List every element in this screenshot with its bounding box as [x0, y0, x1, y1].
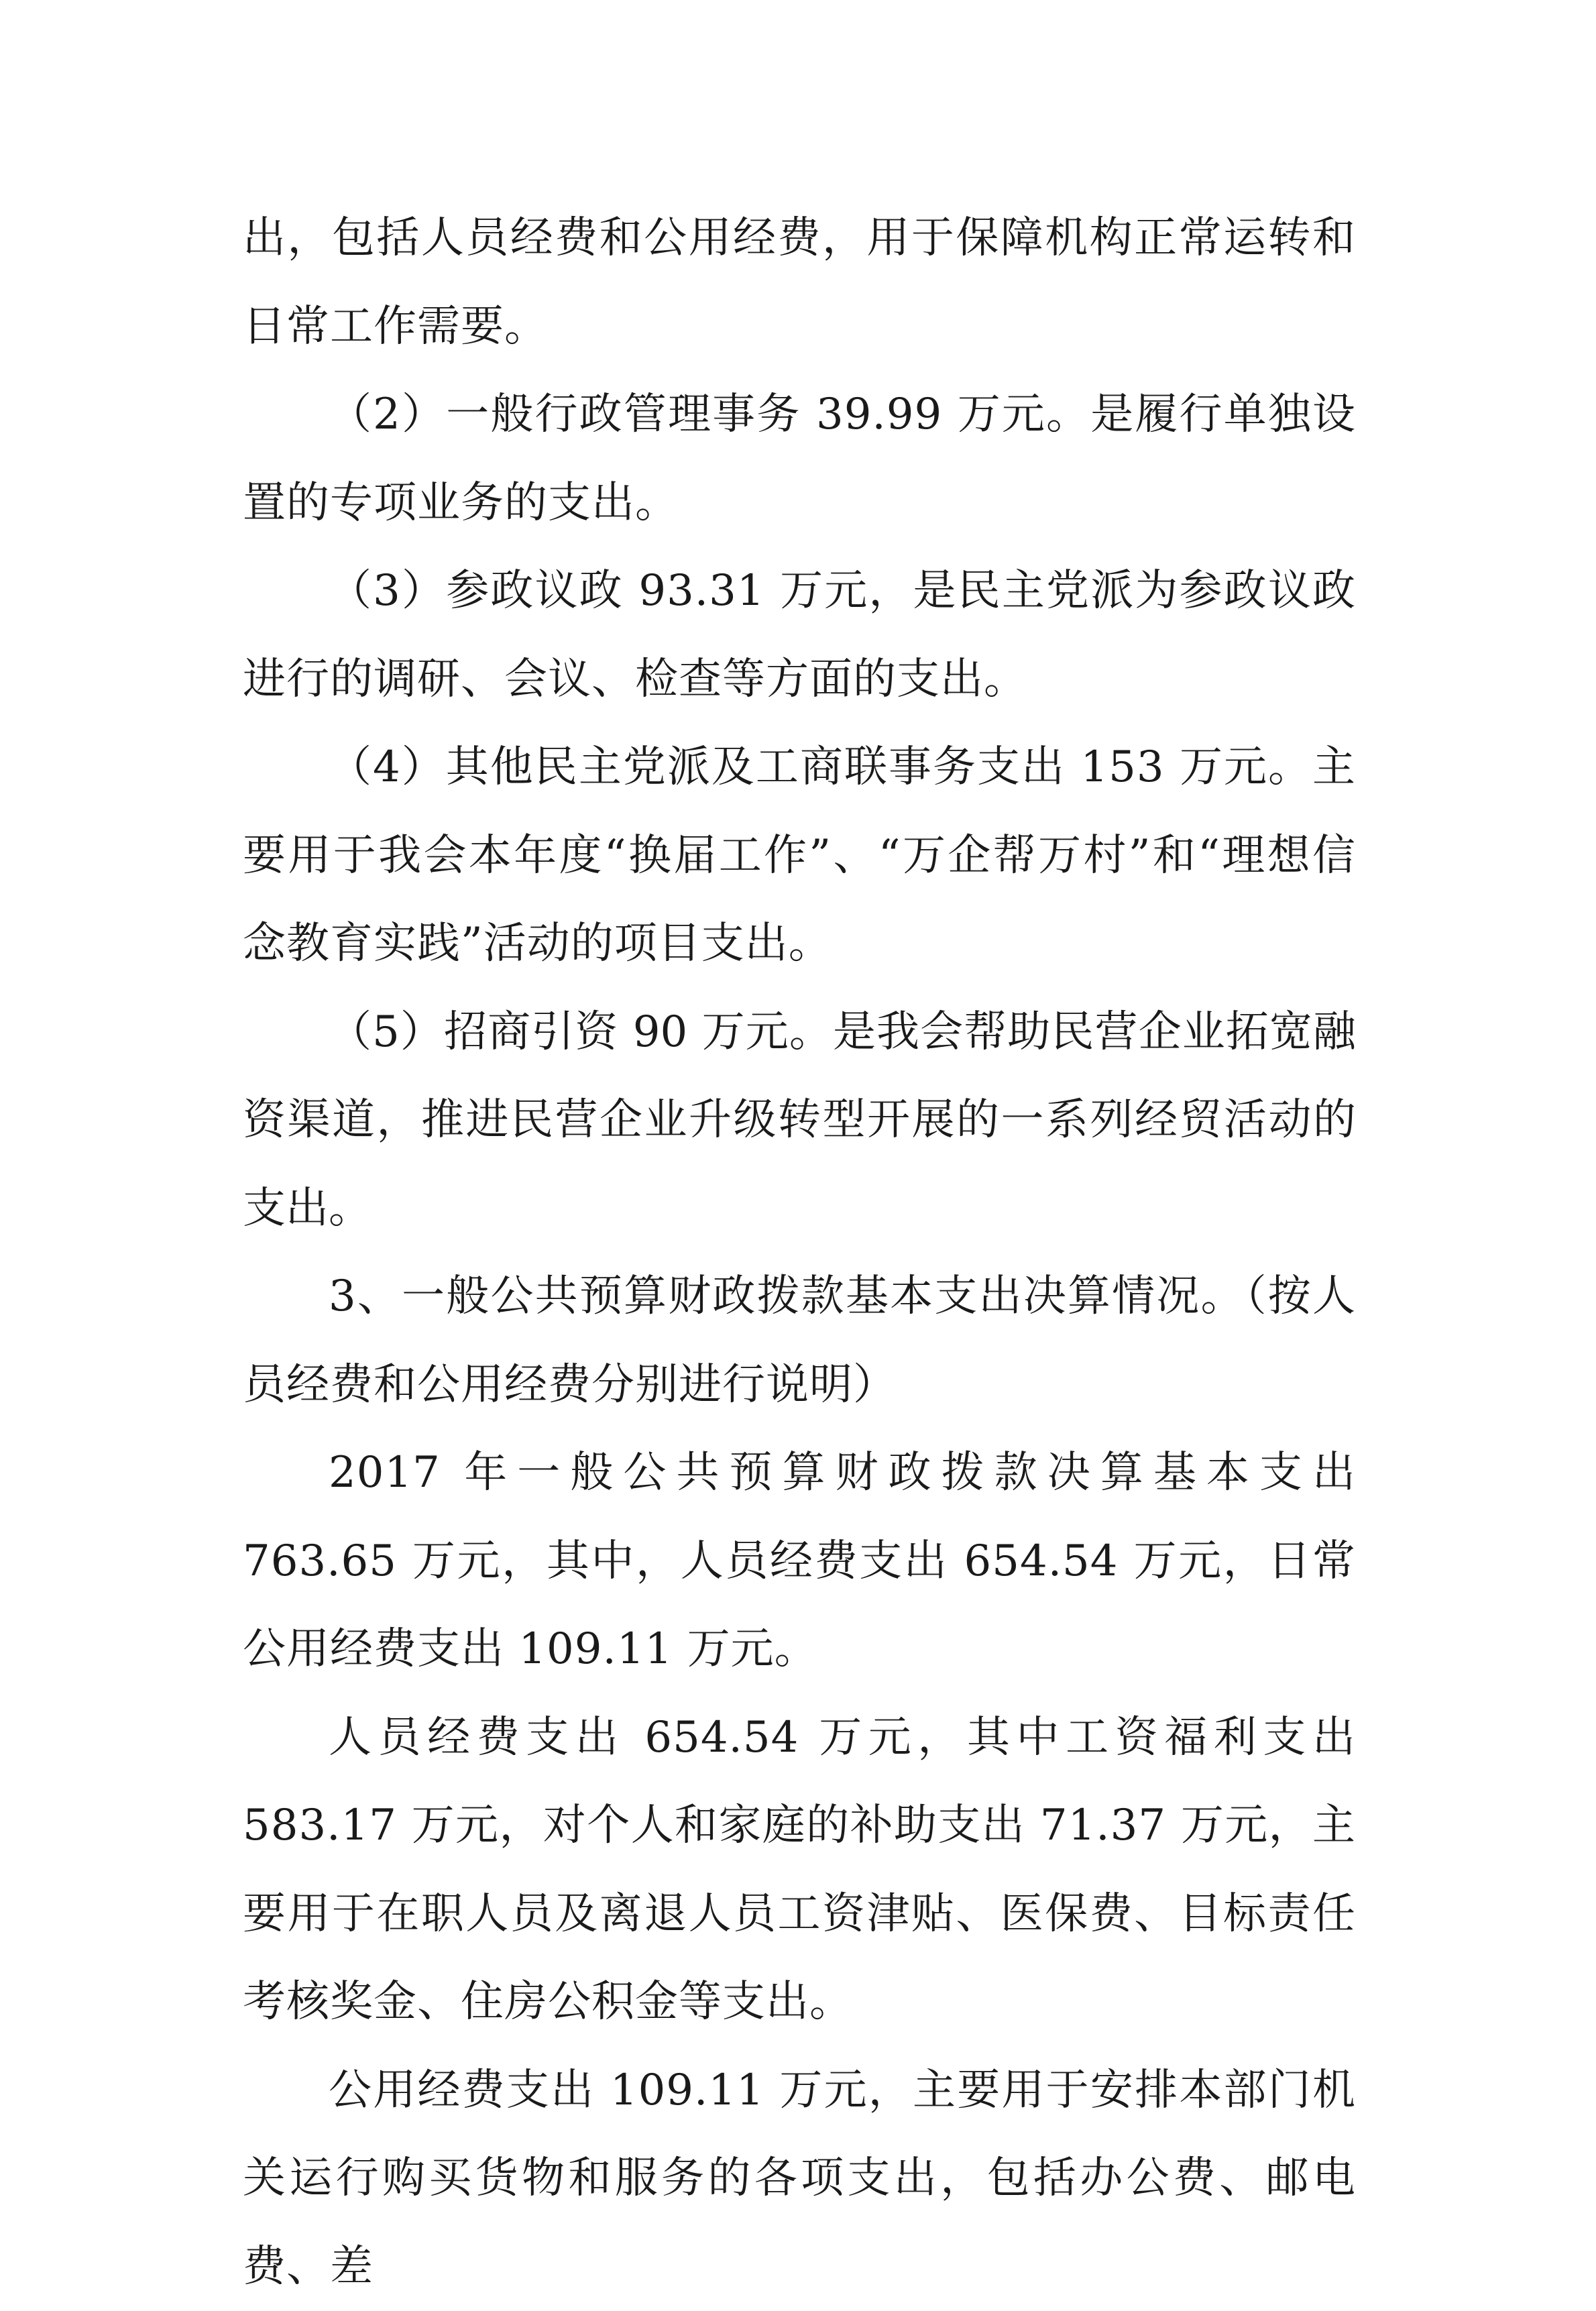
- paragraph-8: 人员经费支出 654.54 万元，其中工资福利支出 583.17 万元，对个人和家庭的补助支出 71.37 万元，主要用于在职人员及离退人员工资津贴、医保费、目标责任考核奖金、住房公积金等支出。: [243, 1694, 1356, 2047]
- document-body: [243, 194, 1356, 2311]
- paragraph-9: 公用经费支出 109.11 万元，主要用于安排本部门机关运行购买货物和服务的各项支出，包括办公费、邮电费、差: [243, 2047, 1356, 2311]
- paragraph-7: 2017 年一般公共预算财政拨款决算基本支出 763.65 万元，其中，人员经费支出 654.54 万元，日常公用经费支出 109.11 万元。: [243, 1429, 1356, 1694]
- paragraph-1: 出，包括人员经费和公用经费，用于保障机构正常运转和日常工作需要。: [243, 194, 1356, 371]
- paragraph-5: （5）招商引资 90 万元。是我会帮助民营企业拓宽融资渠道，推进民营企业升级转型开展的一系列经贸活动的支出。: [243, 989, 1356, 1253]
- paragraph-3: （3）参政议政 93.31 万元，是民主党派为参政议政进行的调研、会议、检查等方面的支出。: [243, 547, 1356, 724]
- paragraph-4: （4）其他民主党派及工商联事务支出 153 万元。主要用于我会本年度“换届工作”、“万企帮万村”和“理想信念教育实践”活动的项目支出。: [243, 724, 1356, 989]
- paragraph-6: 3、一般公共预算财政拨款基本支出决算情况。（按人员经费和公用经费分别进行说明）: [243, 1253, 1356, 1429]
- paragraph-2: （2）一般行政管理事务 39.99 万元。是履行单独设置的专项业务的支出。: [243, 371, 1356, 547]
